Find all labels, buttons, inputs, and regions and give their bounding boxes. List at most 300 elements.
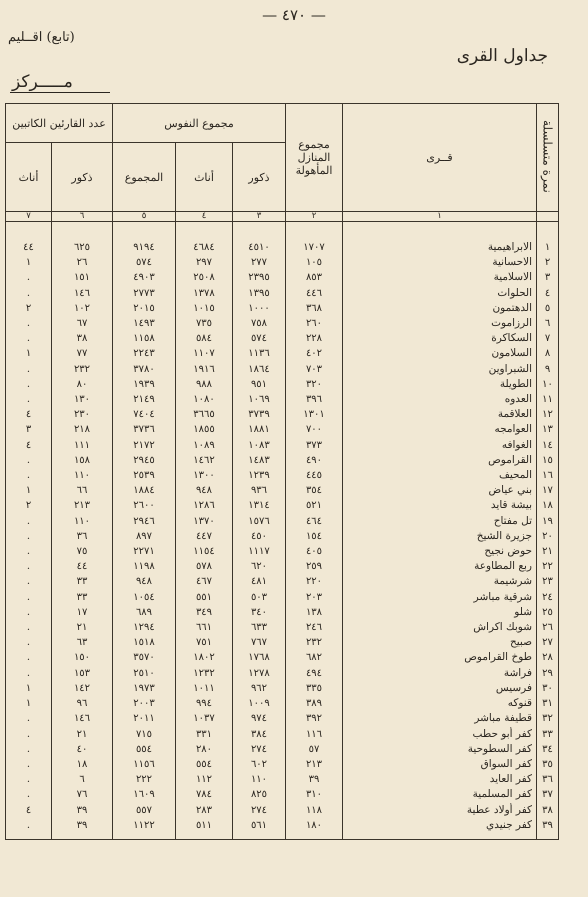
literate-females: . [6,818,52,833]
literate-males: ٣٨ [52,331,113,346]
houses: ٢٠٣ [286,590,343,605]
literate-females: . [6,666,52,681]
literate-males: ٢١ [52,727,113,742]
table-row [6,301,559,316]
serial-number: ٢١ [537,544,559,559]
literate-males: ٣٩ [52,803,113,818]
literate-females: . [6,787,52,802]
serial-number: ٣٤ [537,742,559,757]
literate-males: ١٤٢ [52,681,113,696]
pop-total: ٨٩٧ [113,529,176,544]
pop-total: ٣٥٧٠ [113,650,176,665]
village-name: الابراهيمية [343,240,537,255]
pop-total: ٩٤٨ [113,574,176,589]
pop-males: ١٠٦٩ [233,392,286,407]
village-name: بني عياض [343,483,537,498]
serial-number: ٣٧ [537,787,559,802]
houses: ٦٨٢ [286,650,343,665]
houses: ٣٣٥ [286,681,343,696]
pop-males: ٢٧٤ [233,803,286,818]
houses: ٣٦٨ [286,301,343,316]
pop-females: ١٣٠٠ [176,468,233,483]
literate-males: ٧٧ [52,346,113,361]
pop-females: ١٠١٥ [176,301,233,316]
table-row [6,605,559,620]
serial-number: ٢٧ [537,635,559,650]
pop-females: ١٣٧٠ [176,514,233,529]
literate-males: ٣٣ [52,574,113,589]
pop-females: ١١٠٧ [176,346,233,361]
houses: ١٨٠ [286,818,343,833]
serial-number: ١٤ [537,438,559,453]
serial-number: ٨ [537,346,559,361]
serial-number: ٣٨ [537,803,559,818]
village-name: العدوه [343,392,537,407]
serial-number: ١٠ [537,377,559,392]
pop-females: ٥٥١ [176,590,233,605]
literate-males: ١٣٠ [52,392,113,407]
pop-total: ٢١٧٢ [113,438,176,453]
header-literate-females: أناث [6,143,52,212]
literate-males: ٤٠ [52,742,113,757]
pop-total: ٢١٤٩ [113,392,176,407]
literate-females: . [6,559,52,574]
village-name: فراشة [343,666,537,681]
pop-females: ١٠٣٧ [176,711,233,726]
serial-number: ٢٨ [537,650,559,665]
table-row [6,453,559,468]
pop-total: ٧٤٠٤ [113,407,176,422]
table-row [6,559,559,574]
pop-males: ٢٣٩٥ [233,270,286,285]
village-name: الطويلة [343,377,537,392]
pop-total: ٢٩٤٥ [113,453,176,468]
village-name: الغوافه [343,438,537,453]
pop-males: ٥٧٤ [233,331,286,346]
pop-total: ١٩٧٣ [113,681,176,696]
serial-number: ٢٠ [537,529,559,544]
houses: ٢٤٦ [286,620,343,635]
literate-males: ١٨ [52,757,113,772]
column-index-row: ٧ ٦ ٥ ٤ ٣ ٢ ١ [6,212,559,222]
pop-females: ١٠٨٩ [176,438,233,453]
pop-males: ٤٨١ [233,574,286,589]
literate-females: ٤ [6,407,52,422]
literate-males: ١٥١ [52,270,113,285]
header-pop-females: أناث [176,143,233,212]
pop-females: ٧٨٤ [176,787,233,802]
pop-males: ١١٣٦ [233,346,286,361]
table-row [6,498,559,513]
pop-total: ٩١٩٤ [113,240,176,255]
pop-total: ٢٧٧٣ [113,286,176,301]
houses: ٧٠٠ [286,422,343,437]
literate-males: ٦٣ [52,635,113,650]
literate-males: ١٥٣ [52,666,113,681]
serial-number: ١٢ [537,407,559,422]
village-name: الاحسانية [343,255,537,270]
pop-total: ١١٥٦ [113,757,176,772]
houses: ٤٤٦ [286,286,343,301]
pop-males: ٦٢٠ [233,559,286,574]
table-row [6,772,559,787]
literate-females: . [6,377,52,392]
literate-males: ٢١ [52,620,113,635]
pop-total: ١٢٩٤ [113,620,176,635]
literate-females: . [6,742,52,757]
village-name: شرشيمة [343,574,537,589]
table-row [6,438,559,453]
village-name: كفر المسلمية [343,787,537,802]
village-name: شلو [343,605,537,620]
pop-total: ٢٥٣٩ [113,468,176,483]
houses: ٤٩٤ [286,666,343,681]
literate-females: ٢ [6,301,52,316]
table-row [6,666,559,681]
literate-females: . [6,650,52,665]
literate-males: ٦٦ [52,483,113,498]
houses: ٣١٠ [286,787,343,802]
literate-males: ١٤٦ [52,286,113,301]
pop-total: ٣٧٣٦ [113,422,176,437]
village-name: قنوكه [343,696,537,711]
pop-males: ٧٦٧ [233,635,286,650]
pop-total: ١٠٥٤ [113,590,176,605]
literate-males: ٣٦ [52,529,113,544]
pop-females: ١٣٧٨ [176,286,233,301]
literate-females: ١ [6,255,52,270]
table-title: جداول القرى [456,46,548,66]
pop-females: ٢٥٠٨ [176,270,233,285]
header-population: مجموع النفوس [113,104,286,143]
village-name: السلامون [343,346,537,361]
literate-females: ١ [6,681,52,696]
pop-females: ١٠٨٠ [176,392,233,407]
table-row [6,255,559,270]
literate-females: ١ [6,346,52,361]
pop-females: ٩٤٨ [176,483,233,498]
serial-number: ٧ [537,331,559,346]
houses: ٤٠٥ [286,544,343,559]
serial-number: ١٩ [537,514,559,529]
serial-number: ٣٠ [537,681,559,696]
serial-number: ٢٣ [537,574,559,589]
header-houses: مجموع المنازل المأهولة [286,104,343,212]
village-name: صبيح [343,635,537,650]
village-name: قطيفة مباشر [343,711,537,726]
literate-females: . [6,270,52,285]
table-row [6,757,559,772]
literate-females: ٢ [6,498,52,513]
literate-females: . [6,711,52,726]
table-row [6,270,559,285]
pop-males: ٦٣٣ [233,620,286,635]
table-row [6,635,559,650]
village-name: كفر العايد [343,772,537,787]
table-row [6,240,559,255]
literate-males: ١٠٢ [52,301,113,316]
pop-females: ٤٤٧ [176,529,233,544]
village-name: فرسيس [343,681,537,696]
village-name: القراموص [343,453,537,468]
pop-males: ٣٨٤ [233,727,286,742]
houses: ١٥٤ [286,529,343,544]
serial-number: ٣١ [537,696,559,711]
table-row [6,362,559,377]
village-name: بيشة قايد [343,498,537,513]
serial-number: ١٥ [537,453,559,468]
pop-females: ٤٦٧ [176,574,233,589]
pop-total: ٥٥٤ [113,742,176,757]
table-row [6,316,559,331]
houses: ٤٠٢ [286,346,343,361]
literate-males: ٦٢٥ [52,240,113,255]
literate-males: ١٤٦ [52,711,113,726]
pop-males: ١١٠ [233,772,286,787]
houses: ٢٣٢ [286,635,343,650]
pop-females: ٧٣٥ [176,316,233,331]
serial-number: ١٣ [537,422,559,437]
serial-number: ٢٦ [537,620,559,635]
houses: ٧٠٣ [286,362,343,377]
pop-males: ١٣٩٥ [233,286,286,301]
literate-females: ٣ [6,422,52,437]
houses: ٢٢٨ [286,331,343,346]
serial-number: ١٧ [537,483,559,498]
pop-total: ١٥١٨ [113,635,176,650]
houses: ١١٨ [286,803,343,818]
pop-females: ٥٨٤ [176,331,233,346]
pop-males: ١٨٨١ [233,422,286,437]
literate-females: . [6,453,52,468]
literate-males: ١١١ [52,438,113,453]
pop-total: ٧١٥ [113,727,176,742]
pop-females: ١١٢ [176,772,233,787]
pop-females: ١١٥٤ [176,544,233,559]
pop-males: ٩٦٢ [233,681,286,696]
village-name: كفر السواق [343,757,537,772]
table-row [6,346,559,361]
village-name: كفر جنيدي [343,818,537,833]
village-name: شوبك اكراش [343,620,537,635]
pop-total: ٣٧٨٠ [113,362,176,377]
pop-females: ٢٨٣ [176,803,233,818]
pop-males: ١٠٠٠ [233,301,286,316]
pop-males: ١٣١٤ [233,498,286,513]
pop-males: ٤٥١٠ [233,240,286,255]
serial-number: ٢٢ [537,559,559,574]
literate-males: ٦٧ [52,316,113,331]
pop-females: ٣٦٦٥ [176,407,233,422]
village-name: كفر أولاد عطية [343,803,537,818]
serial-number: ٥ [537,301,559,316]
serial-number: ٣٢ [537,711,559,726]
serial-number: ١١ [537,392,559,407]
houses: ٣٥٤ [286,483,343,498]
serial-number: ٣ [537,270,559,285]
pop-total: ٢٥١٠ [113,666,176,681]
village-name: تل مفتاح [343,514,537,529]
table-row [6,574,559,589]
literate-males: ٣٩ [52,818,113,833]
literate-males: ١١٠ [52,514,113,529]
pop-females: ١٢٨٦ [176,498,233,513]
serial-number: ٣٩ [537,818,559,833]
pop-females: ٤٦٨٤ [176,240,233,255]
serial-number: ٤ [537,286,559,301]
houses: ٥٢١ [286,498,343,513]
pop-females: ١٠١١ [176,681,233,696]
village-name: الاسلامية [343,270,537,285]
page-number: — ٤٧٠ — [262,6,326,24]
pop-males: ٩٣٦ [233,483,286,498]
village-name: ربع المطاوعة [343,559,537,574]
pop-females: ١٩١٦ [176,362,233,377]
serial-number: ١ [537,240,559,255]
literate-males: ٣٣ [52,590,113,605]
pop-total: ٢٠١١ [113,711,176,726]
table-row [6,468,559,483]
literate-females: . [6,772,52,787]
houses: ٣٩ [286,772,343,787]
literate-males: ١٥٠ [52,650,113,665]
pop-females: ١٢٣٢ [176,666,233,681]
village-name: العوامجه [343,422,537,437]
pop-total: ٢٢٢ [113,772,176,787]
pop-males: ٦٠٢ [233,757,286,772]
literate-females: . [6,635,52,650]
literate-females: ٤٤ [6,240,52,255]
pop-total: ٢٩٤٦ [113,514,176,529]
table-row [6,711,559,726]
village-name: السكاكرة [343,331,537,346]
pop-males: ٣٧٣٩ [233,407,286,422]
pop-males: ٢٧٧ [233,255,286,270]
pop-total: ١١٢٢ [113,818,176,833]
table-row [6,331,559,346]
literate-females: . [6,574,52,589]
literate-males: ٢١٨ [52,422,113,437]
pop-females: ٥٧٨ [176,559,233,574]
pop-total: ١١٩٨ [113,559,176,574]
village-name: كفر أبو حطب [343,727,537,742]
table-row [6,696,559,711]
village-name: حوض نجيح [343,544,537,559]
literate-females: . [6,362,52,377]
markaz-label: مـــــركز [12,72,73,92]
pop-total: ٢٦٠٠ [113,498,176,513]
table-row [6,650,559,665]
table-row [6,529,559,544]
continuation-label: (تابع) اقــليم [8,30,75,45]
village-name: الرزاموت [343,316,537,331]
table-row [6,818,559,833]
pop-females: ٧٥١ [176,635,233,650]
table-row [6,377,559,392]
serial-number: ٣٥ [537,757,559,772]
villages-table [5,103,559,840]
serial-number: ٢ [537,255,559,270]
houses: ٢٦٠ [286,316,343,331]
literate-females: . [6,514,52,529]
pop-total: ٢٢٤٣ [113,346,176,361]
pop-total: ١١٥٨ [113,331,176,346]
literate-females: . [6,590,52,605]
pop-males: ٥٠٣ [233,590,286,605]
literate-females: . [6,331,52,346]
pop-males: ١٨٦٤ [233,362,286,377]
header-literates: عدد القارئين الكاتبين [6,104,113,143]
pop-females: ٩٨٨ [176,377,233,392]
table-row [6,727,559,742]
pop-males: ١٧٦٨ [233,650,286,665]
houses: ٣٨٩ [286,696,343,711]
literate-males: ٧٦ [52,787,113,802]
literate-males: ٤٤ [52,559,113,574]
village-name: جزيرة الشيخ [343,529,537,544]
literate-females: . [6,286,52,301]
houses: ١٧٠٧ [286,240,343,255]
serial-number: ١٨ [537,498,559,513]
pop-females: ٩٩٤ [176,696,233,711]
serial-number: ٢٤ [537,590,559,605]
pop-males: ١٢٧٨ [233,666,286,681]
literate-females: ٤ [6,438,52,453]
header-pop-males: ذكور [233,143,286,212]
village-name: الحلوات [343,286,537,301]
pop-total: ٤٩٠٣ [113,270,176,285]
table-row [6,286,559,301]
pop-females: ٣٤٩ [176,605,233,620]
pop-total: ٢٠٠٣ [113,696,176,711]
houses: ٤٤٥ [286,468,343,483]
literate-males: ٢١٣ [52,498,113,513]
literate-males: ٢٦ [52,255,113,270]
pop-males: ٩٧٤ [233,711,286,726]
pop-males: ١٤٨٣ [233,453,286,468]
pop-females: ٥١١ [176,818,233,833]
pop-males: ٢٧٤ [233,742,286,757]
header-literate-males: ذكور [52,143,113,212]
serial-number: ٦ [537,316,559,331]
literate-males: ١٧ [52,605,113,620]
table-row [6,742,559,757]
pop-males: ٥٦١ [233,818,286,833]
literate-females: ٤ [6,803,52,818]
header-pop-total: المجموع [113,143,176,212]
village-name: شرقية مباشر [343,590,537,605]
table-row [6,422,559,437]
serial-number: ٢٥ [537,605,559,620]
village-name: طوخ القراموص [343,650,537,665]
literate-males: ١٥٨ [52,453,113,468]
serial-number: ١٦ [537,468,559,483]
pop-males: ١٢٣٩ [233,468,286,483]
houses: ٣٩٦ [286,392,343,407]
table-row [6,483,559,498]
header-villages: قــرى [343,104,537,212]
houses: ١١٦ [286,727,343,742]
table-row [6,681,559,696]
table-row [6,787,559,802]
serial-number: ٣٦ [537,772,559,787]
table-row [6,392,559,407]
literate-females: . [6,727,52,742]
literate-females: ١ [6,696,52,711]
houses: ٤٦٤ [286,514,343,529]
pop-males: ٧٥٨ [233,316,286,331]
village-name: الشبراوين [343,362,537,377]
